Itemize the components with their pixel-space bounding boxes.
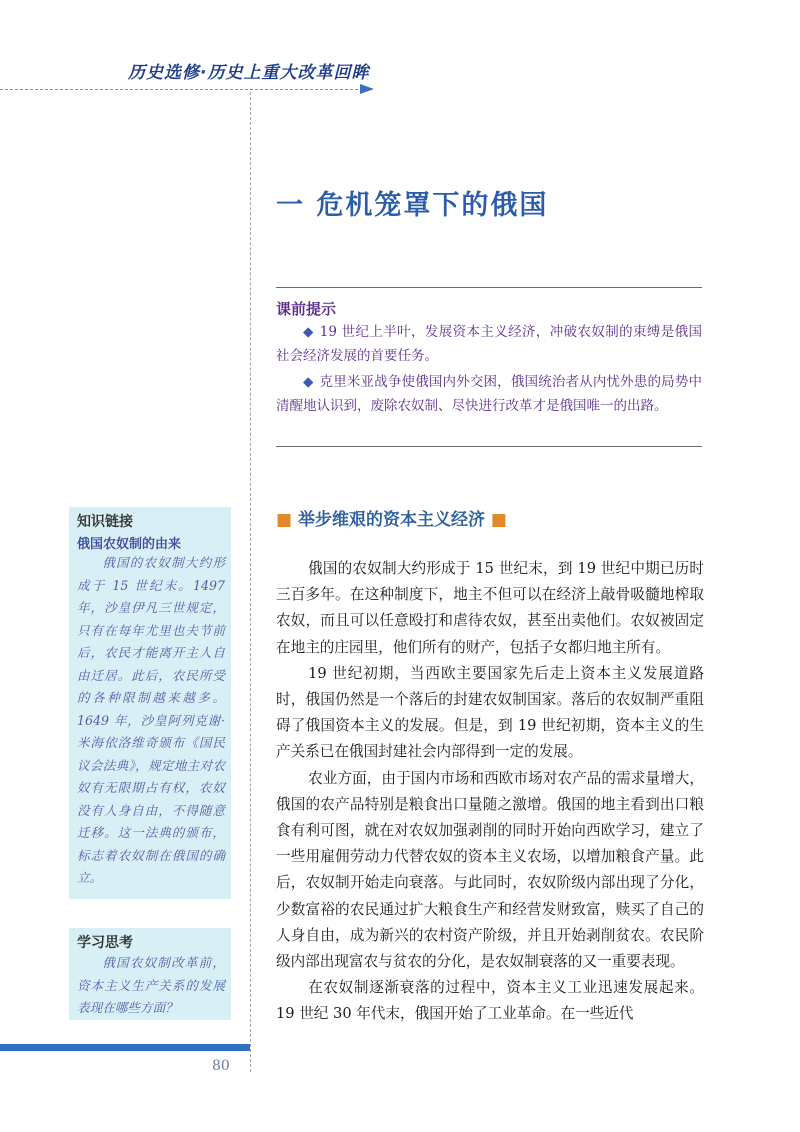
body-paragraph: 农业方面，由于国内市场和西欧市场对农产品的需求量增大，俄国的农产品特别是粮食出口量随之激增。俄国的地主看到出口粮食有利可图，就在对农奴加强剥削的同时开始向西欧学习，建立了一些用雇佣劳动力代替农奴的资本主义农场，以增加粮食产量。此后，农奴制开始走向衰落。与此同时，农奴阶级内部出现了分化，少数富裕的农民通过扩大粮食生产和经营发财致富，赎买了自己的人身自由，成为新兴的农村资产阶级，并且开始剥削贫农。农民阶级内部出现富农与贫农的分化，是农奴制衰落的又一重要表现。 <box>276 769 704 971</box>
study-thinking-text: 俄国农奴制改革前，资本主义生产关系的发展表现在哪些方面？ <box>77 955 225 1015</box>
section-heading <box>276 505 507 530</box>
column-divider <box>250 92 251 1072</box>
body-paragraph: 19 世纪初期，当西欧主要国家先后走上资本主义发展道路时，俄国仍然是一个落后的封建农奴制国家。落后的农奴制严重阻碍了俄国资本主义的发展。但是，到 19 世纪初期，资本主义的生产关系已在俄国封建社会内部得到一定的发展。 <box>276 664 704 761</box>
knowledge-link-subheading: 俄国农奴制的由来 <box>77 537 182 552</box>
header-arrow-icon <box>360 84 374 94</box>
knowledge-link-heading: 知识链接 <box>77 514 133 530</box>
body-paragraph: 在农奴制逐渐衰落的过程中，资本主义工业迅速发展起来。19 世纪 30 年代末，俄国开始了工业革命。在一些近代 <box>276 979 704 1023</box>
knowledge-link-text: 俄国的农奴制大约形成于 15 世纪末。1497 年，沙皇伊凡三世规定，只有在每年尤里也夫节前后，农民才能离开主人自由迁居。此后，农民所受的各种限制越来越多。1649 年，沙皇阿列克谢·米海依洛维奇颁布《国民议会法典》，规定地主对农奴有无限期占有权，农奴没有人身自由，不得随意迁移。这一法典的颁布，标志着农奴制在俄国的确立。 <box>77 555 225 885</box>
pre-lesson-item <box>276 320 702 368</box>
pre-lesson-item-text: 19 世纪上半叶，发展资本主义经济，冲破农奴制的束缚是俄国社会经济发展的首要任务。 <box>276 324 702 364</box>
pre-lesson-item <box>276 370 702 418</box>
square-marker-icon: ■ <box>276 510 293 530</box>
pre-lesson-box <box>276 287 702 447</box>
knowledge-link-box <box>69 507 231 899</box>
header-dashed-rule <box>0 89 368 90</box>
square-marker-icon: ■ <box>490 510 507 530</box>
main-body <box>276 556 704 1028</box>
body-paragraph: 俄国的农奴制大约形成于 15 世纪末，到 19 世纪中期已历时三百多年。在这种制度下，地主不但可以在经济上敲骨吸髓地榨取农奴，而且可以任意殴打和虐待农奴，甚至出卖他们。农奴被固定在地主的庄园里，他们所有的财产，包括子女都归地主所有。 <box>276 560 704 656</box>
diamond-bullet-icon: ◆ <box>303 324 314 340</box>
pre-lesson-item-text: 克里米亚战争使俄国内外交困，俄国统治者从内忧外患的局势中清醒地认识到，废除农奴制、尽快进行改革才是俄国唯一的出路。 <box>276 374 702 414</box>
study-thinking-box <box>69 928 231 1020</box>
running-header-title: 历史选修·历史上重大改革回眸 <box>128 63 370 83</box>
pre-lesson-label: 课前提示 <box>276 300 337 318</box>
diamond-bullet-icon: ◆ <box>303 374 314 390</box>
footer-bar <box>0 1044 250 1051</box>
study-thinking-heading: 学习思考 <box>77 935 133 951</box>
page-number: 80 <box>212 1058 230 1074</box>
chapter-title: 一 危机笼罩下的俄国 <box>276 190 549 221</box>
section-heading-text: 举步维艰的资本主义经济 <box>297 510 485 530</box>
